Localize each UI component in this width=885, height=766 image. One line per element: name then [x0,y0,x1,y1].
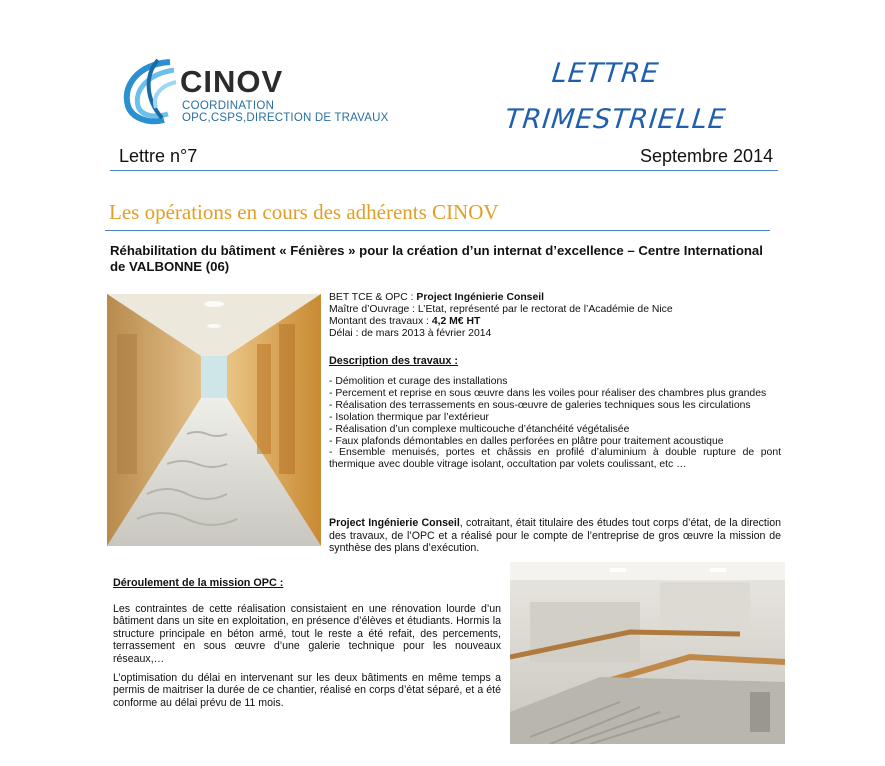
corridor-photo [107,294,321,546]
bet-value: Project Ingénierie Conseil [416,292,545,303]
conclusion-company: Project Ingénierie Conseil [329,517,460,529]
logo-subtitle-line1: COORDINATION [182,100,275,112]
bet-label: BET TCE & OPC : [329,292,417,303]
works-item: - Faux plafonds démontables en dalles perforées en plâtre pour traitement acoustique [329,435,724,447]
newsletter-title-line2: TRIMESTRIELLE [503,104,728,135]
bet-line [329,292,781,304]
amount-label: Montant des travaux : [329,315,432,327]
letter-number: Lettre n°7 [119,146,198,166]
newsletter-title-line1: LETTRE [550,58,661,89]
works-item: - Percement et reprise en sous œuvre dans les voiles pour réaliser des chambres plus grandes [329,387,767,399]
description-heading: Description des travaux : [329,355,459,367]
header-divider [110,170,778,171]
conclusion-text: , cotraitant, était titulaire des études tout corps d’état, de la direction des travaux, de l’OPC et a réalisé pour le compte de l’entreprise de gros œuvre la mission de synthèse des plans d’exécution. [329,517,781,555]
works-item: - Isolation thermique par l’extérieur [329,411,489,423]
cinov-logo [118,56,438,128]
mission-paragraph-2: L’optimisation du délai en intervenant sur les deux bâtiments en même temps a permis de maitriser la durée de ce chantier, réalisé en corps d’état séparé, et a été conforme au délai prévu de 11 mois. [113,672,501,709]
conclusion-paragraph [329,517,781,555]
amount-value: 4,2 M€ HT [431,315,481,327]
owner-line: Maître d’Ouvrage : L’Etat, représenté par le rectorat de l’Académie de Nice [329,303,673,315]
section-divider [105,230,770,231]
project-title: Réhabilitation du bâtiment « Fénières » pour la création d’un internat d’excellence – Centre International de VALBONNE (06) [110,243,763,274]
works-item: - Réalisation des terrassements en sous-œuvre de galeries techniques sous les circulations [329,399,751,411]
section-title: Les opérations en cours des adhérents CINOV [109,200,499,224]
works-list [329,376,781,471]
amount-line [329,316,781,328]
cinov-swirl-icon [118,56,180,128]
mission-paragraph-1: Les contraintes de cette réalisation consistaient en une rénovation lourde d’un bâtiment dans un site en exploitation, en présence d’élèves et étudiants. Hormis la structure principale en béton armé, tout le reste a été refait, des percements, terrassement en sous œuvre d’une galerie technique pour les nouveaux réseaux,… [113,603,501,665]
logo-name: CINOV [180,64,284,99]
delay-line: Délai : de mars 2013 à février 2014 [329,327,492,339]
mission-heading: Déroulement de la mission OPC : [113,577,284,589]
works-item: - Démolition et curage des installations [329,376,508,387]
letter-date: Septembre 2014 [640,146,774,166]
project-info [329,292,781,340]
logo-subtitle-line2: OPC,CSPS,DIRECTION DE TRAVAUX [182,112,389,124]
staircase-photo [510,562,785,744]
works-item: - Ensemble menuisés, portes et châssis en profilé d’aluminium à double rupture de pont thermique avec double vitrage isolant, occultation par volets coulissant, etc … [329,447,781,471]
works-item: - Réalisation d’un complexe multicouche d’étanchéité végétalisée [329,423,630,435]
